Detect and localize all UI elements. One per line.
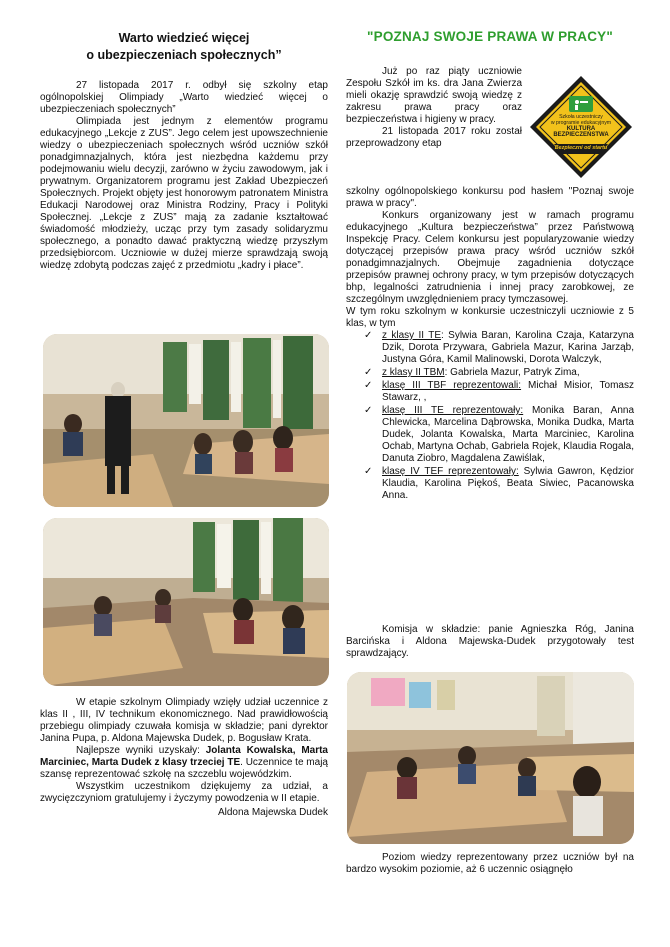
classroom-photo-1 [43,334,329,507]
class-label: klasę III TE reprezentowały: [382,405,524,416]
right-article-body [346,186,634,503]
class-label: klasę IV TEF reprezentowały: [382,466,519,477]
results-outro: . Uczennice te mają szansę reprezentować szkołę na szczeblu wojewódzkim. [40,757,328,780]
right-intro-narrow [346,66,522,150]
logo-line3: KULTURA [566,126,596,132]
left-paragraph-5: Wszystkim uczestnikom dziękujemy za udział, a zwycięzczyniom gratulujemy i życzymy powodzenia w II etapie. [40,781,328,804]
checkmark-icon: ✓ [364,466,373,477]
right-article-title: "POZNAJ SWOJE PRAWA W PRACY" [367,29,613,44]
right-level-paragraph [346,852,634,876]
right-paragraph-5: Komisja w składzie: panie Agnieszka Róg, Janina Barcińska i Aldona Majewska-Dudek przygotowały test sprawdzający. [346,624,634,659]
right-paragraph-6: Poziom wiedzy reprezentowany przez uczniów był na bardzo wysokim poziomie, aż 6 uczennic osiągnęło [346,852,634,875]
class-label: z klasy II TE [382,330,442,341]
right-paragraph-2b: szkolny ogólnopolskiego konkursu pod hasłem "Poznaj swoje prawa w pracy". [346,186,634,209]
left-article-results [40,697,328,828]
results-winners: Jolanta Kowalska, Marta Marciniec, Marta Dudek z klasy trzeciej TE [40,745,328,768]
class-label: z klasy II TBM [382,367,445,378]
logo-slogan: Bezpieczni od startu [554,145,608,151]
class-names: Michał Misior, Tomasz Stawarz, , [382,380,634,403]
participants-list [346,330,634,502]
list-item [364,380,634,404]
checkmark-icon: ✓ [364,367,373,378]
left-article-title [40,30,328,64]
logo-line2: w programie edukacyjnym [550,120,612,126]
left-paragraph-3: W etapie szkolnym Olimpiady wzięły udział uczennice z klas II , III, IV technikum ekonomicznego. Nad prawidłowością przebiegu olimpiady czuwała komisja w składzie; pani dyrektor Janina Pupa, p. Aldona Majewska Dudek, p. Bogusław Krata. [40,697,328,744]
logo-line4: BEZPIECZEŃSTWA [553,132,609,138]
classroom-photo-2 [43,518,329,686]
left-article-body [40,80,328,272]
class-names: Sylwia Gawron, Kędzior Klaudia, Karolina Piękoś, Beata Siwiec, Pacanowska Anna. [382,466,634,501]
list-item [364,405,635,465]
class-names: : Sylwia Baran, Karolina Czaja, Katarzyna Dzik, Dorota Przywara, Gabriela Mazur, Karina Jarząb, Justyna Góra, Kamil Malinowski, Dorota Walczyk, [382,330,634,365]
kultura-bezpieczenstwa-logo [528,74,634,180]
right-paragraph-1: Już po raz piąty uczniowie Zespołu Szkół im ks. dra Jana Zwierza mieli okazję sprawdzić swoją wiedzę z zakresu prawa pracy oraz bezpieczeństwa i higieny w pracy. [346,66,522,125]
list-item [364,330,634,366]
left-signature: Aldona Majewska Dudek [217,807,328,818]
left-paragraph-4 [40,745,328,781]
right-paragraph-2a: 21 listopada 2017 roku został przeprowadzony etap [346,126,522,149]
checkmark-icon: ✓ [364,330,373,341]
checkmark-icon: ✓ [364,405,373,416]
class-label: klasę III TBF reprezentowali: [382,380,522,391]
left-title-line1: Warto wiedzieć więcej [118,31,250,45]
results-intro: Najlepsze wyniki uzyskały: [76,745,206,756]
class-names: : Gabriela Mazur, Patryk Zima, [444,367,580,378]
checkmark-icon: ✓ [364,380,373,391]
right-commission [346,624,634,660]
list-item [364,367,634,379]
right-paragraph-3: Konkurs organizowany jest w ramach programu edukacyjnego „Kultura bezpieczeństwa” przez Państwową Inspekcję Pracy. Celem konkursu jest popularyzowanie wiedzy dotyczącej przepisów prawa pracy wśród uczniów szkół ponadgimnazjalnych. Obejmuje zagadnienia dotyczące przepisów prawnej ochrony pracy, w tym przepisów dotyczących bhp, legalności zatrudnienia i innej pracy zarobkowej, ze szczególnym uwzględnieniem pracy tymczasowej. [346,210,634,305]
classroom-photo-3 [347,672,634,844]
right-paragraph-4: W tym roku szkolnym w konkursie uczestniczyli uczniowie z 5 klas, w tym [346,306,634,329]
left-paragraph-2: Olimpiada jest jednym z elementów programu edukacyjnego „Lekcje z ZUS”. Jego celem jest upowszechnienie wiedzy o ubezpieczeniach społecznych wśród uczniów szkół ponadgimnazjalnych, która jest niezbędna każdemu przy podejmowaniu wielu decyzji, zarówno w życiu zawodowym, jak i prywatnym. Organizatorem programu jest Zakład Ubezpieczeń Społecznych. Projekt objęty jest honorowym patronatem Ministra Edukacji Narodowej oraz Ministra Rodziny, Pracy i Polityki Społecznej. „Lekcje z ZUS” mają za zadanie kształtować świadomość młodzieży, ucząc przy tym zasady solidaryzmu społecznego, a ponadto dawać praktyczną wiedzę przyszłym przedsiębiorcom. Uczniowie w dużej mierze sprawdzają swoją wiedzę zdobytą podczas zajęć z przedmiotu „kadry i płace”. [40,116,328,271]
left-paragraph-1: 27 listopada 2017 r. odbył się szkolny etap ogólnopolskiej Olimpiady „Warto wiedzieć więcej o ubezpieczeniach społecznych” [40,80,328,115]
list-item [364,466,634,502]
logo-line1: Szkoła uczestniczy [559,114,603,120]
class-names: Monika Baran, Anna Chlewicka, Marcelina Dąbrowska, Monika Dudka, Marta Dudek, Jolanta Kowalska, Marta Marciniec, Karolina Ochab, Martyna Ochab, Gabriela Rojek, Klaudia Rogala, Danuta Ziobro, Magdalena Zawiślak, [382,405,635,464]
left-title-line2: o ubezpieczeniach społecznych” [86,48,282,62]
